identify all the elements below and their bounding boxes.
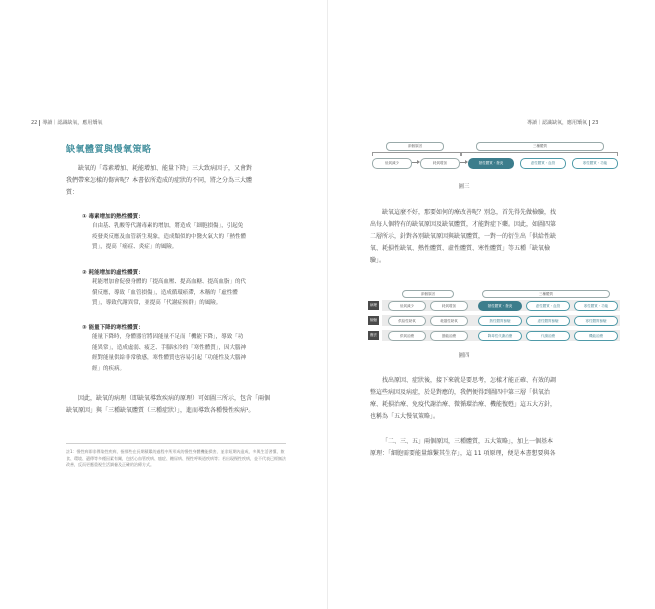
footnote-rule [66,443,286,444]
cell: 機能治療 [574,331,618,341]
cell: 供給性缺氧 [388,316,426,326]
figure-3-diagram [368,142,618,176]
text-line: 整這些病因及病症，於是對應的，我們便得到圖四中第三層「供氧治 [370,389,551,396]
cell: 低氧減少 [388,301,426,311]
cell: 代謝治療 [526,331,570,341]
header-causes: 兩個原因 [402,290,454,298]
running-head [31,119,102,126]
cell: 寒性體質・功能 [574,301,618,311]
running-head-text: 導讀｜認識缺氧，應用矯氧 [527,120,588,126]
footnote: 註1：慢性病即非傳染性疾病，指那些在長期積累的過程中所形成的慢性身體機能損害，並非短期內造成，多與生活習慣、飲食、環境、遺傳等多種因素有關，包括心血管疾病、癌症、糖尿病、慢性呼吸道疾病等；若出現慢性疾病，並不代表已經無法改善，反而更應重視生活調養及正確的治療方式。 [66,449,286,467]
text-line: 缺氧原因」與「三種缺氧體質（三種症狀）」，進而導致各種慢性疾病¹。 [66,407,255,414]
item-title: ② 耗能增加的虛性體質： [82,270,144,276]
header-constitutions: 三種體質 [482,290,610,298]
text-line: 經」的疾病。 [92,365,126,372]
text-line: 二層所示，針對各別缺氧原因與缺氧體質，一對一的衍生出「供給性缺 [370,233,557,240]
cell: 耗氧增加 [430,301,468,311]
running-head-text: 導讀｜認識缺氧，應用矯氧 [42,120,103,126]
text-line: 缺氧的「毒素增加、耗能增加、能量下降」三大致病因子，又會對 [78,165,253,172]
text-line: 原理：「細胞需要能量維繫其生存」，這 11 項原理，便是本書想要與各 [370,450,556,457]
cell: 供氧治療 [388,331,426,341]
text-line: 疫發炎反應及血管新生現象，造成類似的中醫火氣大的「熱性體 [92,233,247,240]
page-number: 23 [592,120,599,126]
list-item-cold [82,323,287,374]
constitution-box: 虛性體質・血管 [520,158,566,169]
text-line: 經對能量供給非常敏感，寒性體質也容易引起「功能性及大腦神 [92,355,247,361]
row-tag: 療法 [368,331,379,340]
cell: 熱性體質檢驗 [478,316,522,326]
cell: 節能治療 [430,331,468,341]
item-title: ① 毒素增加的熱性體質： [82,214,144,220]
page-number: 22 [31,120,38,126]
text-line: 氧、耗損性缺氧、熱性體質、虛性體質、寒性體質」等五種「缺氧檢 [370,245,551,252]
text-line: 找出原因、症狀後，接下來就是要思考，怎樣才能正確、有效的調 [382,377,557,384]
constitution-box: 熱性體質・發炎 [468,158,514,169]
text-line: 也稱為「五大慢氧策略」。 [370,413,440,420]
figure-4-caption: 圖四 [458,353,470,359]
cell: 熱性體質・發炎 [478,301,522,311]
item-title: ③ 能量下降的寒性體質： [82,325,144,331]
right-page [328,0,655,609]
text-line: 療、耗損治療、免疫代謝治療、微循環治療、機能復甦」這五大方針， [370,401,557,408]
arrow-icon [412,162,418,163]
header-constitutions: 三種體質 [476,142,604,151]
intro-paragraph [66,163,292,199]
brace-causes [372,152,462,156]
text-line: 能異常」，造成虛弱、疲乏、手腳冰冷的「寒性體質」，因大腦神 [92,344,247,351]
text-line: 質」，導致代謝異常，並提高「代謝症候群」的風險。 [92,300,222,306]
text-line: 質： [66,189,79,196]
figure-3-caption: 圖三 [458,184,470,190]
text-line: 質」，提高「癌症、炎症」的風險。 [92,244,178,250]
brace-constitutions [460,152,618,156]
section-title: 缺氧體質與慢氧策略 [66,145,152,155]
text-line: 因此，缺氧的病理（即缺氧導致疾病的原理）可如圖三所示，包含「兩個 [78,395,271,402]
list-item-deficiency [82,268,287,309]
row-tag: 病理 [368,301,379,310]
text-line: 償反應，導致「血管損傷」，造成循環瘀滯，木稱的「虛性體 [92,289,238,296]
running-head [527,119,598,126]
cell: 降毒性代謝治療 [478,331,522,341]
text-line: 驗」。 [370,257,386,264]
list-item-heat [82,212,287,253]
header-causes: 兩個原因 [386,142,444,151]
text-line: 能量下降時，身體器官將因能量不足而「機能下降」，導致「功 [92,334,244,340]
figure-4-diagram [368,290,620,346]
cell: 虛性體質檢驗 [526,316,570,326]
text-line: 耗能增加會促發身體的「提高血壓、提高血糖、提高血脂」的代 [92,279,247,285]
text-line: 自由基、乳酸等代謝毒素的增加，將造成「細胞損傷」，引起免 [92,223,244,229]
cell: 虛性體質・血管 [526,301,570,311]
paragraph-1 [370,207,618,267]
cause-box: 耗氧增加 [420,158,460,169]
cause-box: 低氧減少 [372,158,412,169]
paragraph-2 [370,375,618,423]
arrow-icon [460,162,466,163]
cell: 耗損性缺氧 [430,316,468,326]
text-line: 缺氧這麼不好，那要如何的療改善呢？別急，首先得先做檢驗，找 [382,209,557,216]
text-line: 「二、三、五」兩個原因，三種體質，五大策略」，加上一個基本 [382,438,554,445]
text-line: 出每人個特有的缺氧原因及缺氧體質，才能對症下藥。因此，如圖四第 [370,221,557,228]
left-page [0,0,327,609]
constitution-box: 寒性體質・功能 [572,158,618,169]
closing-paragraph [66,393,292,417]
text-line: 我們帶來怎樣的傷害呢？本書依所造成的症狀的不同，將之分為三大體 [66,177,253,184]
cell: 寒性體質檢驗 [574,316,618,326]
row-tag: 檢驗 [368,316,379,325]
paragraph-3 [370,436,618,460]
